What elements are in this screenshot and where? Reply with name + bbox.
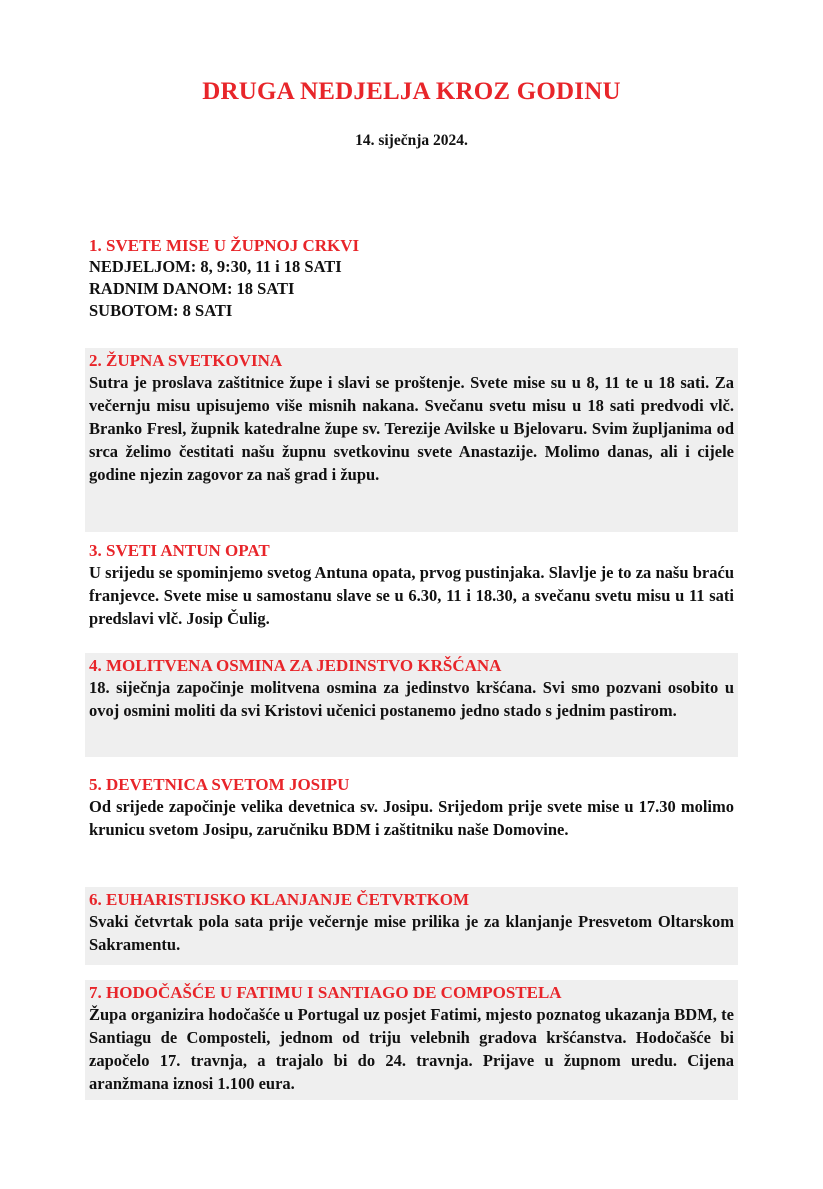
section-heading: 5. DEVETNICA SVETOM JOSIPU (89, 775, 350, 794)
section-parish-feast (85, 348, 738, 532)
page-title: DRUGA NEDJELJA KROZ GODINU (202, 78, 621, 105)
page-date: 14. siječnja 2024. (355, 132, 468, 149)
section-heading: 4. MOLITVENA OSMINA ZA JEDINSTVO KRŠĆANA (89, 656, 502, 675)
section-text: Župa organizira hodočašće u Portugal uz posjet Fatimi, mjesto poznatog ukazanja BDM, te Santiagu de Composteli, jednom od triju velebnih gradova kršćanstva. Hodočašće bi započelo 17. travnja, a trajalo bi do 24. travnja. Prijave u župnom uredu. Cijena aranžmana iznosi 1.100 eura. (89, 1005, 734, 1093)
section-text: Od srijede započinje velika devetnica sv. Josipu. Srijedom prije svete mise u 17.30 molimo krunicu svetom Josipu, zaručniku BDM i zaštitniku naše Domovine. (89, 797, 734, 839)
schedule-saturday: SUBOTOM: 8 SATI (89, 301, 233, 320)
section-heading: 7. HODOČAŠĆE U FATIMU I SANTIAGO DE COMPOSTELA (89, 983, 562, 1002)
section-text: U srijedu se spominjemo svetog Antuna opata, prvog pustinjaka. Slavlje je to za našu braću franjevce. Svete mise u samostanu slave se u 6.30, 11 i 18.30, a svečanu svetu misu u 11 sati predslavi vlč. Josip Čulig. (89, 563, 734, 628)
schedule-sunday: NEDJELJOM: 8, 9:30, 11 i 18 SATI (89, 257, 342, 276)
section-text: Svaki četvrtak pola sata prije večernje mise prilika je za klanjanje Presvetom Oltarskom Sakramentu. (89, 912, 734, 954)
section-novena-joseph (85, 772, 738, 847)
schedule-weekday: RADNIM DANOM: 18 SATI (89, 279, 295, 298)
section-heading: 3. SVETI ANTUN OPAT (89, 541, 270, 560)
section-heading: 1. SVETE MISE U ŽUPNOJ CRKVI (89, 236, 360, 255)
section-pilgrimage (85, 980, 738, 1100)
section-prayer-octave (85, 653, 738, 757)
section-saint-anthony (85, 538, 738, 636)
section-adoration (85, 887, 738, 965)
section-mass-schedule (85, 233, 738, 328)
section-text: 18. siječnja započinje molitvena osmina za jedinstvo kršćana. Svi smo pozvani osobito u ovoj osmini moliti da svi Kristovi učenici postanemo jedno stado s jednim pastirom. (89, 678, 734, 720)
section-heading: 6. EUHARISTIJSKO KLANJANJE ČETVRTKOM (89, 890, 470, 909)
section-heading: 2. ŽUPNA SVETKOVINA (89, 351, 283, 370)
section-text: Sutra je proslava zaštitnice župe i slavi se proštenje. Svete mise su u 8, 11 te u 18 sati. Za večernju misu upisujemo više misnih nakana. Svečanu svetu misu u 18 sati predvodi vlč. Branko Fresl, župnik katedralne župe sv. Terezije Avilske u Bjelovaru. Svim župljanima od srca želimo čestitati našu župnu svetkovinu svete Anastazije. Molimo danas, ali i cijele godine njezin zagovor za naš grad i župu. (89, 373, 734, 484)
